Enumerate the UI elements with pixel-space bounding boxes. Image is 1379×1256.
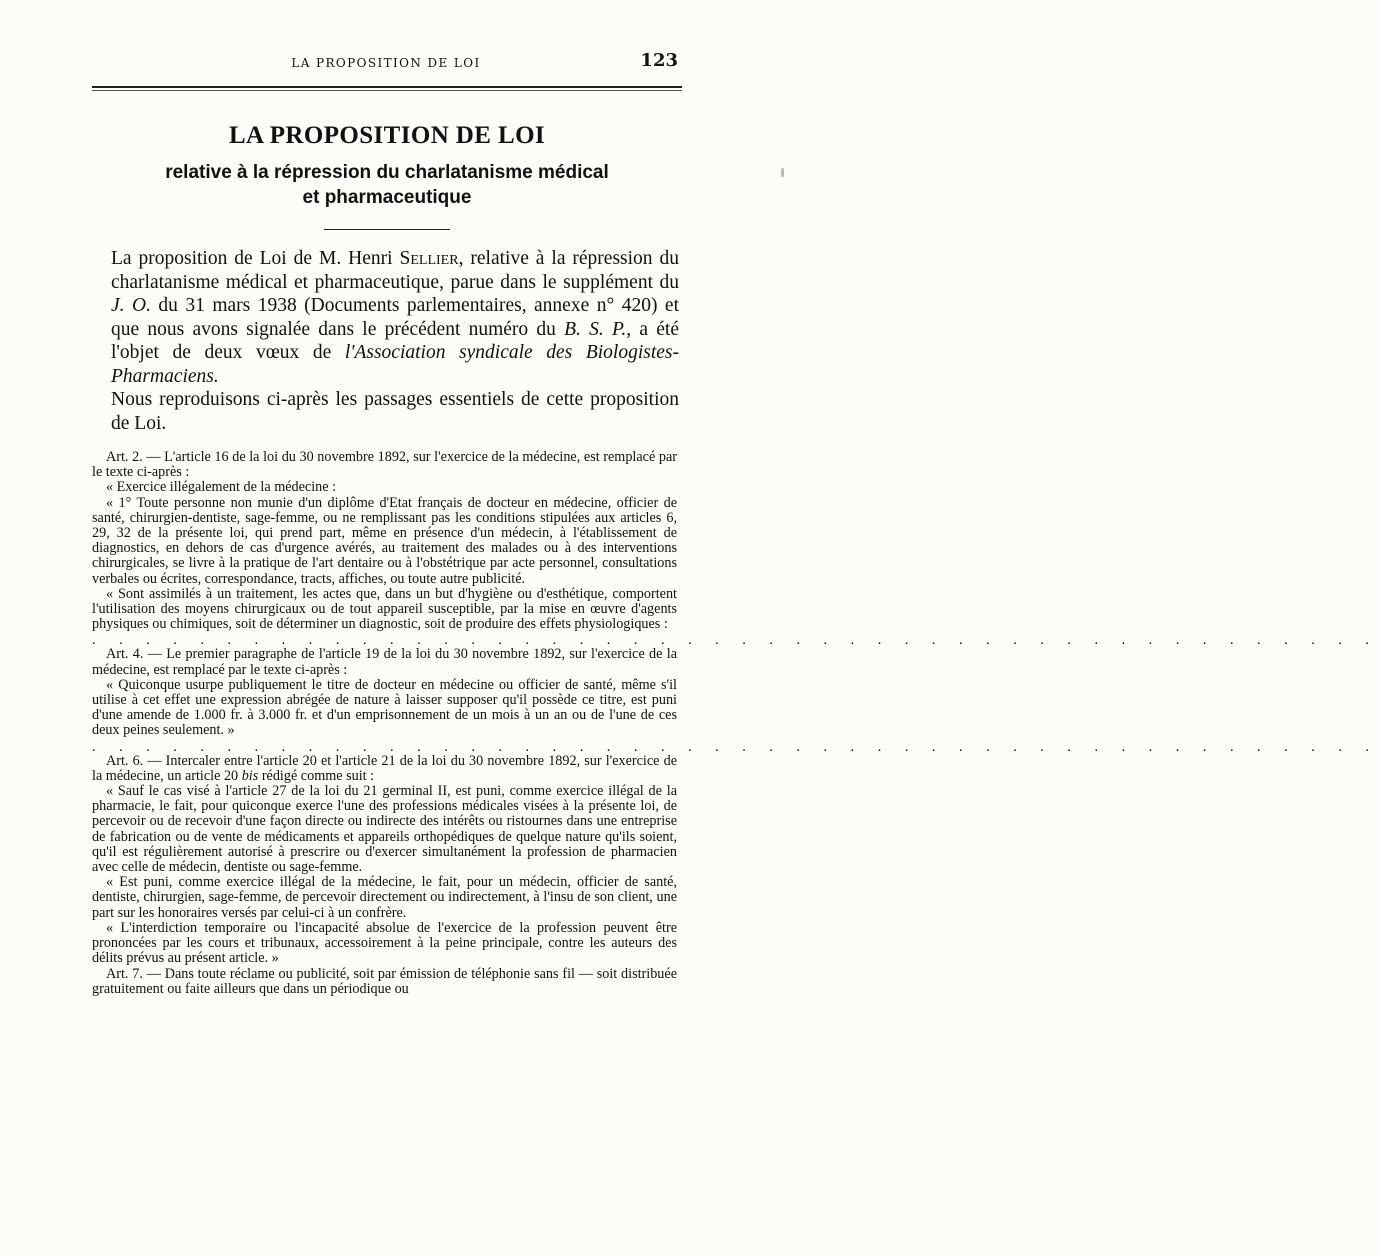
bulletin-abbrev: B. S. P. (564, 318, 627, 340)
header-rule (92, 86, 682, 88)
intro-text-a: La proposition de Loi de M. Henri (111, 248, 400, 269)
art6-intro-b: rédigé comme suit : (258, 767, 375, 784)
intro-paragraph-1 (111, 247, 679, 388)
intro-text-d: , a été l'objet de deux vœux de (111, 318, 680, 363)
elision-dots: . . . . . . . . . . . . . . . . . . . . . . . . . . . . . . . . . . . . . . . . . . . . . . . . (92, 632, 1379, 649)
page-number: 123 (640, 50, 678, 71)
intro-text (111, 247, 679, 435)
subtitle-line-2: et pharmaceutique (302, 187, 472, 208)
art6-paragraph-1: « Sauf le cas visé à l'article 27 de la loi du 21 germinal II, est puni, comme exercice illégal de la pharmacie, le fait, pour quiconque exerce l'une des professions médicales visées à la présente loi, de percevoir ou de recevoir d'une façon directe ou indirecte des intérêts ou ristournes dans une entreprise de fabrication ou de vente de médicaments et appareils orthopédiques de quelque nature qu'ils soient, qu'il est régulièrement autorisé à prescrire ou d'exercer simultanément la profession de pharmacien avec celle de médecin, dentiste ou sage-femme. (92, 783, 677, 876)
art6-bis: bis (241, 767, 259, 784)
art2-paragraph-1: « 1° Toute personne non munie d'un diplôme d'Etat français de docteur en médecine, officier de santé, chirurgien-dentiste, sage-femme, ou ne remplissant pas les conditions stipulées aux articles 6, 29, 32 de la présente loi, qui prend part, même en présence d'un médecin, à l'établissement de diagnostics, en dehors de cas d'urgence avérés, au traitement des malades ou à des interventions chirurgicales, se livre à la pratique de l'art dentaire ou à l'obstétrique par acte personnel, consultations verbales ou écrites, correspondance, tracts, affiches, ou toute autre publicité. (92, 494, 677, 587)
header-rule-thin (92, 90, 682, 91)
article-subtitle (92, 160, 682, 210)
art2-intro: Art. 2. — L'article 16 de la loi du 30 novembre 1892, sur l'exercice de la médecine, est remplacé par le texte ci-après : (92, 449, 677, 481)
law-articles (92, 449, 1379, 997)
art6-paragraph-3: « L'interdiction temporaire ou l'incapacité absolue de l'exercice de la profession peuvent être prononcées par les cours et tribunaux, accessoirement à la peine principale, contre les auteurs des délits prévus au présent article. » (92, 919, 677, 967)
intro-text-c: du 31 mars 1938 (Documents parlementaires, annexe n° 420) et que nous avons signalée dans le précédent numéro du (111, 295, 679, 340)
intro-text-b: , relative à la répression du charlatanisme médical et pharmaceutique, parue dans le supplément du (111, 248, 679, 293)
paper-mark (781, 168, 784, 177)
author-name: Sellier (399, 248, 459, 269)
art4-intro: Art. 4. — Le premier paragraphe de l'article 19 de la loi du 30 novembre 1892, sur l'exercice de la médecine, est remplacé par le texte ci-après : (92, 646, 677, 678)
running-head: LA PROPOSITION DE LOI (291, 56, 481, 70)
art2-paragraph-2: « Sont assimilés à un traitement, les actes que, dans un but d'hygiène ou d'esthétique, comportent l'utilisation des moyens chirurgicaux ou de tout appareil susceptible, par la mise en œuvre d'agents physiques ou chimiques, soit de déterminer un diagnostic, soit de produire des effets physiologiques : (92, 585, 677, 633)
intro-paragraph-2: Nous reproduisons ci-après les passages essentiels de cette proposition de Loi. (111, 389, 679, 434)
elision-dots: . . . . . . . . . . . . . . . . . . . . . . . . . . . . . . . . . . . . . . . . . . . . . . . . (92, 738, 1379, 755)
art2-heading: « Exercice illégalement de la médecine : (106, 479, 337, 496)
subtitle-line-1: relative à la répression du charlatanisme médical (165, 162, 609, 183)
article-title: LA PROPOSITION DE LOI (228, 122, 546, 149)
journal-abbrev: J. O. (111, 295, 151, 316)
art6-paragraph-2: « Est puni, comme exercice illégal de la médecine, le fait, pour un médecin, officier de santé, dentiste, chirurgien, sage-femme, de percevoir directement ou indirectement, à l'insu de son client, une part sur les honoraires versés par celui-ci à un confrère. (92, 874, 677, 921)
art4-paragraph-1: « Quiconque usurpe publiquement le titre de docteur en médecine ou officier de santé, même s'il utilise à cet effet une expression abrégée de nature à laisser supposer qu'il possède ce titre, est puni d'une amende de 1.000 fr. à 3.000 fr. et d'un emprisonnement de un mois à un an ou de l'une de ces deux peines seulement. » (92, 676, 677, 739)
title-rule (324, 229, 450, 230)
art6-intro-a: Art. 6. — Intercaler entre l'article 20 et l'article 21 de la loi du 30 novembre 1892, sur l'exercice de la médecine, un article 20 (92, 752, 677, 784)
art7-paragraph-1: Art. 7. — Dans toute réclame ou publicité, soit par émission de téléphonie sans fil — soit distribuée gratuitement ou faite ailleurs que dans un périodique ou (92, 965, 677, 997)
association-name: l'Association syndicale des Biologistes-Pharmaciens. (111, 342, 679, 387)
art6-intro (92, 754, 677, 784)
